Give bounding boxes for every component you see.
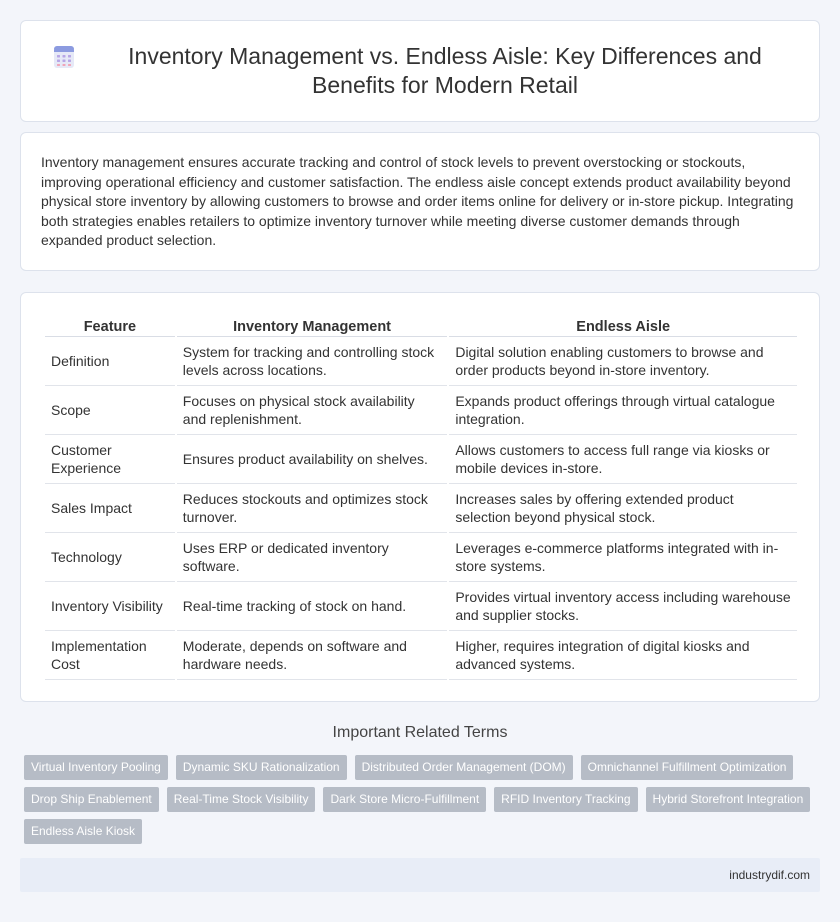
footer [20,858,820,892]
header-feature: Feature [45,315,175,337]
feature-cell: Technology [45,533,175,582]
intro-card [20,132,820,271]
inventory-cell: Reduces stockouts and optimizes stock turnover. [177,484,448,533]
related-term-tag[interactable]: Hybrid Storefront Integration [646,787,811,812]
feature-cell: Implementation Cost [45,631,175,680]
related-terms-list [24,755,820,851]
header-endless-aisle: Endless Aisle [449,315,797,337]
endless-aisle-cell: Provides virtual inventory access including warehouse and supplier stocks. [449,582,797,631]
related-term-tag[interactable]: Virtual Inventory Pooling [24,755,168,780]
endless-aisle-cell: Digital solution enabling customers to browse and order products beyond in-store inventory. [449,337,797,386]
endless-aisle-cell: Increases sales by offering extended product selection beyond physical stock. [449,484,797,533]
feature-cell: Definition [45,337,175,386]
related-term-tag[interactable]: Drop Ship Enablement [24,787,159,812]
table-row [45,337,797,386]
intro-paragraph: Inventory management ensures accurate tracking and control of stock levels to prevent overstocking or stockouts, improving operational efficiency and customer satisfaction. The endless aisle concept extends product availability beyond physical store inventory by allowing customers to browse and order items online for delivery or in-store pickup. Integrating both strategies enables retailers to optimize inventory turnover while meeting diverse customer demands through expanded product selection. [41,154,794,249]
related-term-tag[interactable]: Dark Store Micro-Fulfillment [323,787,486,812]
table-row [45,533,797,582]
feature-cell: Scope [45,386,175,435]
inventory-cell: Real-time tracking of stock on hand. [177,582,448,631]
header-inventory-management: Inventory Management [177,315,448,337]
inventory-cell: Ensures product availability on shelves. [177,435,448,484]
feature-cell: Customer Experience [45,435,175,484]
table-row [45,435,797,484]
endless-aisle-cell: Expands product offerings through virtual catalogue integration. [449,386,797,435]
table-row [45,631,797,680]
page-title: Inventory Management vs. Endless Aisle: Key Differences and Benefits for Modern Retail [128,43,762,98]
related-term-tag[interactable]: Distributed Order Management (DOM) [355,755,573,780]
endless-aisle-cell: Higher, requires integration of digital kiosks and advanced systems. [449,631,797,680]
header-card [20,20,820,122]
related-term-tag[interactable]: Real-Time Stock Visibility [167,787,316,812]
related-term-tag[interactable]: Dynamic SKU Rationalization [176,755,347,780]
comparison-table [43,315,799,680]
feature-cell: Sales Impact [45,484,175,533]
footer-site-link[interactable]: industrydif.com [729,868,810,882]
inventory-cell: Moderate, depends on software and hardware needs. [177,631,448,680]
related-term-tag[interactable]: Endless Aisle Kiosk [24,819,142,844]
inventory-cell: Focuses on physical stock availability and replenishment. [177,386,448,435]
table-row [45,484,797,533]
endless-aisle-cell: Allows customers to access full range via kiosks or mobile devices in-store. [449,435,797,484]
related-term-tag[interactable]: RFID Inventory Tracking [494,787,637,812]
comparison-card [20,292,820,702]
related-term-tag[interactable]: Omnichannel Fulfillment Optimization [581,755,794,780]
related-terms-heading: Important Related Terms [332,724,508,741]
table-header-row [45,315,797,337]
spreadsheet-icon [51,44,77,70]
table-row [45,582,797,631]
feature-cell: Inventory Visibility [45,582,175,631]
endless-aisle-cell: Leverages e-commerce platforms integrated with in-store systems. [449,533,797,582]
inventory-cell: Uses ERP or dedicated inventory software. [177,533,448,582]
table-row [45,386,797,435]
inventory-cell: System for tracking and controlling stock levels across locations. [177,337,448,386]
